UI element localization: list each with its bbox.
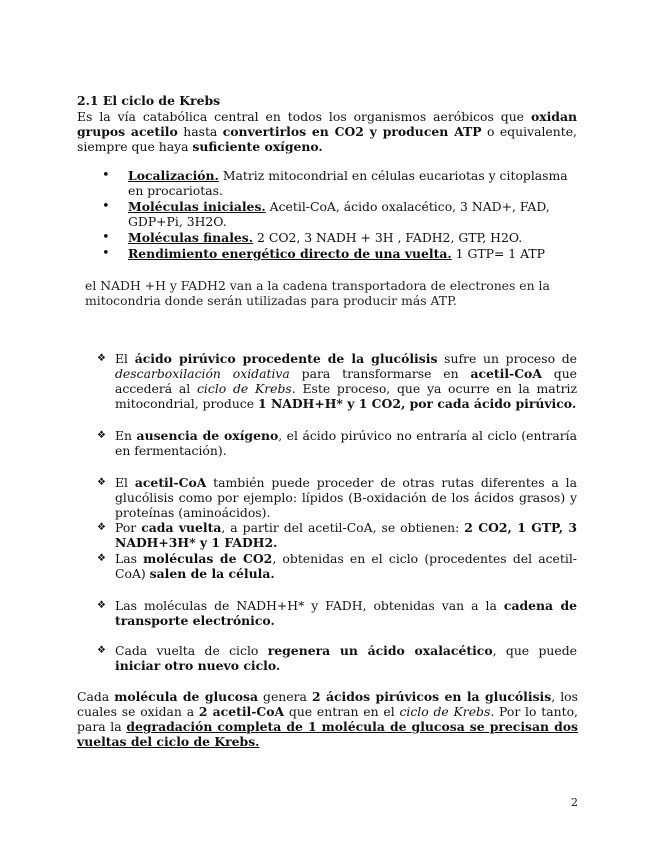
detail-item-5: Las moléculas de CO2, obtenidas en el ciclo (procedentes del acetil-CoA) salen de la célula. <box>115 551 577 581</box>
diamond-bullet-icon: ❖ <box>97 645 106 656</box>
bullet-icon: • <box>102 230 110 245</box>
intro-text-1: Es la vía catabólica central en todos los organismos aeróbicos que <box>77 109 531 124</box>
bullet-moleculas-finales <box>128 230 578 245</box>
bullet-head: Moléculas finales. <box>128 230 254 245</box>
intro-text-2: hasta <box>177 124 223 139</box>
bullet-rendimiento <box>128 246 578 261</box>
detail-item-3: El acetil-CoA también puede proceder de otras rutas diferentes a la glucólisis como por ejemplo: lípidos (B-oxidación de los ácidos grasos) y proteínas (aminoácidos). <box>115 475 577 520</box>
detail-item-1: El ácido pirúvico procedente de la glucólisis sufre un proceso de descarboxilación oxidativa para transformarse en acetil-CoA que accederá al ciclo de Krebs. Este proceso, que ya ocurre en la matriz mitocondrial, produce 1 NADH+H* y 1 CO2, por cada ácido pirúvico. <box>115 351 578 411</box>
detail-item-4: Por cada vuelta, a partir del acetil-CoA, se obtienen: 2 CO2, 1 GTP, 3 NADH+3H* y 1 FADH2. <box>115 520 577 550</box>
bullet-head: Rendimiento energético directo de una vuelta. <box>128 246 452 261</box>
diamond-bullet-icon: ❖ <box>97 553 106 564</box>
section-title: 2.1 El ciclo de Krebs <box>77 93 221 108</box>
bullet-text: Acetil-CoA, ácido oxalacético, 3 NAD+, FAD, GDP+Pi, 3H2O. <box>128 199 550 229</box>
intro-bold-3: suficiente oxígeno. <box>192 139 323 154</box>
page-number: 2 <box>571 796 578 809</box>
bullet-head: Localización. <box>128 168 219 183</box>
bullet-text: 1 GTP= 1 ATP <box>451 246 545 261</box>
bullet-moleculas-iniciales <box>128 199 578 229</box>
detail-item-2: En ausencia de oxígeno, el ácido pirúvico no entraría al ciclo (entraría en fermentación). <box>115 428 578 458</box>
intro-bold-1: oxidan grupos acetilo <box>77 109 577 139</box>
bullet-text: Matriz mitocondrial en células eucariotas y citoplasma en procariotas. <box>128 168 568 198</box>
bullet-icon: • <box>102 246 110 261</box>
bullet-icon: • <box>102 199 110 214</box>
note-paragraph: el NADH +H y FADH2 van a la cadena transportadora de electrones en la mitocondria donde serán utilizadas para producir más ATP. <box>85 278 550 308</box>
bullet-head: Moléculas iniciales. <box>128 199 266 214</box>
intro-text-3: o equivalente, siempre que haya <box>77 124 577 154</box>
closing-paragraph: Cada molécula de glucosa genera 2 ácidos pirúvicos en la glucólisis, los cuales se oxidan a 2 acetil-CoA que entran en el ciclo de Krebs. Por lo tanto, para la degradación completa de 1 molécula de glucosa se precisan dos vueltas del ciclo de Krebs. <box>77 689 579 749</box>
bullet-localizacion <box>128 168 578 198</box>
intro-paragraph <box>77 109 577 154</box>
bullet-text: 2 CO2, 3 NADH + 3H , FADH2, GTP, H2O. <box>253 230 523 245</box>
detail-item-7: Cada vuelta de ciclo regenera un ácido oxalacético, que puede iniciar otro nuevo ciclo. <box>115 643 577 673</box>
diamond-bullet-icon: ❖ <box>97 353 106 364</box>
bullet-icon: • <box>102 168 110 183</box>
diamond-bullet-icon: ❖ <box>97 477 106 488</box>
diamond-bullet-icon: ❖ <box>97 430 106 441</box>
detail-item-6: Las moléculas de NADH+H* y FADH, obtenidas van a la cadena de transporte electrónico. <box>115 598 577 628</box>
intro-bold-2: convertirlos en CO2 y producen ATP <box>222 124 482 139</box>
diamond-bullet-icon: ❖ <box>97 522 106 533</box>
diamond-bullet-icon: ❖ <box>97 600 106 611</box>
